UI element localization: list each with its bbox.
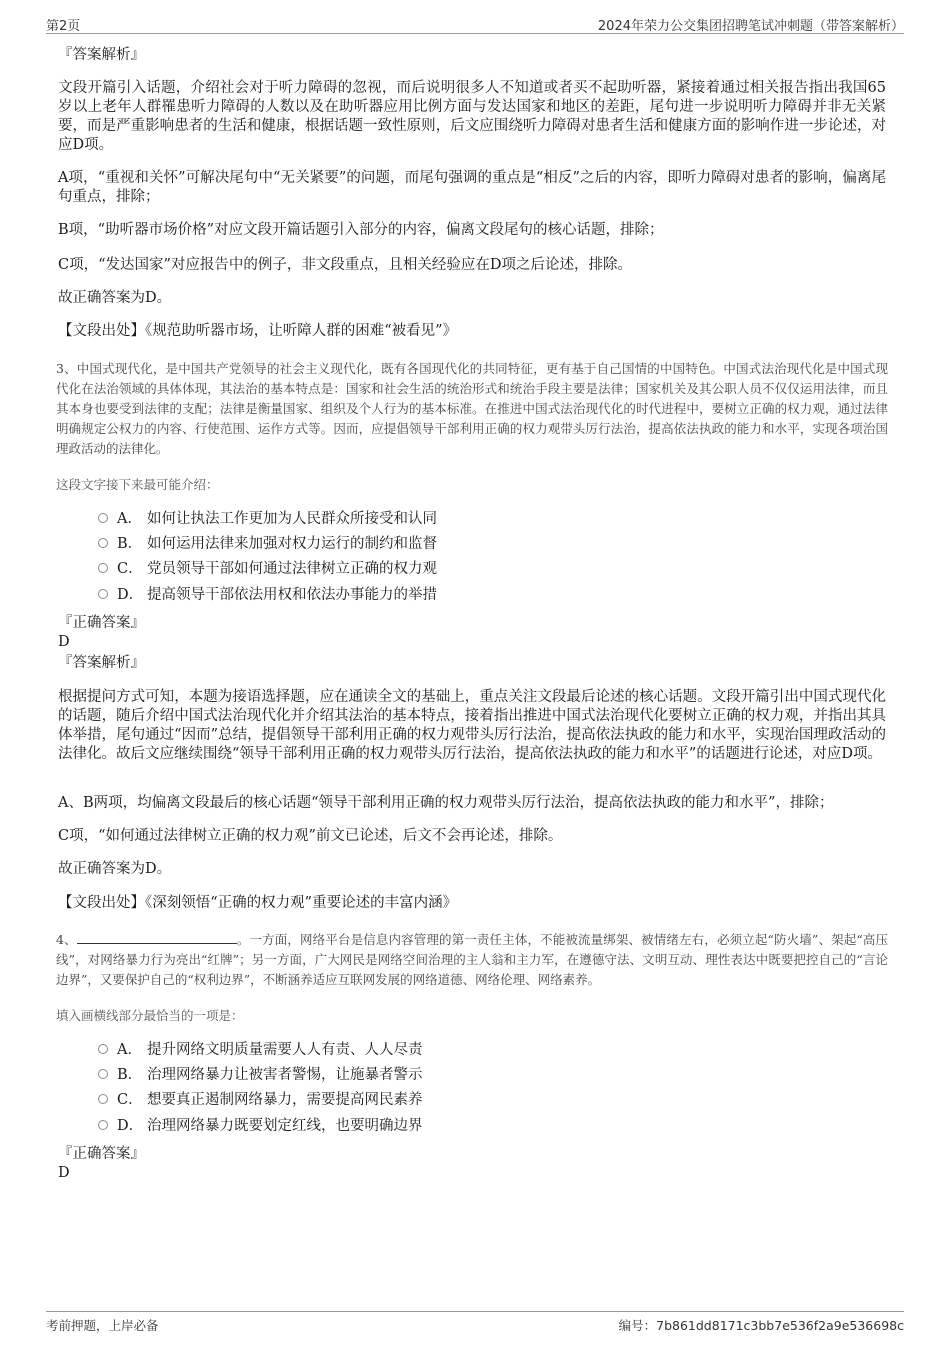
option-a[interactable]: A． 提升网络文明质量需要人人有责、人人尽责	[98, 1039, 423, 1061]
radio-icon[interactable]	[98, 1120, 108, 1130]
answer-value: D	[58, 634, 70, 650]
radio-icon[interactable]	[98, 1069, 108, 1079]
option-d[interactable]: D． 提高领导干部依法用权和依法办事能力的举措	[98, 584, 437, 606]
analysis-paragraph: 根据提问方式可知，本题为接语选择题，应在通读全文的基础上，重点关注文段最后论述的核心话题。文段开篇引出中国式现代化的话题，随后介绍中国式法治现代化并介绍其法治的基本特点，接着指出推进中国式法治现代化要树立正确的权力观，并指出其具体举措，尾句通过“因而”总结，提倡领导干部利用正确的权力观带头厉行法治，提高依法执政的能力和水平，实现治国理政活动的法律化。故后文应继续围绕“领导干部利用正确的权力观带头厉行法治，提高依法执政的能力和水平”的话题进行论述，对应D项。	[58, 689, 886, 762]
option-a[interactable]: A． 如何让执法工作更加为人民群众所接受和认同	[98, 508, 437, 530]
radio-icon[interactable]	[98, 538, 108, 548]
question-prompt: 填入画横线部分最恰当的一项是：	[56, 1008, 244, 1023]
option-d[interactable]: D． 治理网络暴力既要划定红线，也要明确边界	[98, 1115, 423, 1137]
radio-icon[interactable]	[98, 589, 108, 599]
question-stem: 4、 。一方面，网络平台是信息内容管理的第一责任主体，不能被流量绑架、被情绪左右，必须立起“防火墙”、架起“高压线”，对网络暴力行为亮出“红牌”；另一方面，广大网民是网络空间治理的主人翁和主力军，在遵德守法、文明互动、理性表达中既要把控自己的“言论边界”，又要保护自己的“权利边界”，不断涵养适应互联网发展的网络道德、网络伦理、网络素养。	[56, 932, 888, 987]
analysis-paragraph: C项，“发达国家”对应报告中的例子，非文段重点，且相关经验应在D项之后论述，排除。	[58, 257, 633, 273]
footer-slogan: 考前押题，上岸必备	[46, 1318, 159, 1333]
question-stem: 3、中国式现代化，是中国共产党领导的社会主义现代化，既有各国现代化的共同特征，更有基于自己国情的中国特色。中国式法治现代化是中国式现代化在法治领域的具体体现，其法治的基本特点是：国家和社会生活的统治形式和统治手段主要是法律；国家机关及其公职人员不仅仅运用法律，而且其本身也要受到法律的支配；法律是衡量国家、组织及个人行为的基本标准。在推进中国式法治现代化的时代进程中，要树立正确的权力观，通过法律明确规定公权力的内容、行使范围、运作方式等。因而，应提倡领导干部利用正确的权力观带头厉行法治，提高依法执政的能力和水平，实现各项治国理政活动的法律化。	[56, 361, 888, 456]
analysis-paragraph: 文段开篇引入话题，介绍社会对于听力障碍的忽视，而后说明很多人不知道或者买不起助听器，紧接着通过相关报告指出我国65岁以上老年人群罹患听力障碍的人数以及在助听器应用比例方面与发达国家和地区的差距，尾句进一步说明听力障碍并非无关紧要，而是严重影响患者的生活和健康，根据话题一致性原则，后文应围绕听力障碍对患者生活和健康方面的影响作进一步论述，对应D项。	[58, 80, 886, 153]
page-number: 第2页	[46, 19, 81, 34]
page-footer	[46, 1311, 904, 1336]
analysis-paragraph: B项，“助听器市场价格”对应文段开篇话题引入部分的内容，偏离文段尾句的核心话题，排除；	[58, 222, 664, 238]
radio-icon[interactable]	[98, 1094, 108, 1104]
analysis-label: 『答案解析』	[58, 655, 145, 671]
conclusion: 故正确答案为D。	[58, 290, 172, 306]
option-c[interactable]: C． 党员领导干部如何通过法律树立正确的权力观	[98, 558, 437, 580]
radio-icon[interactable]	[98, 513, 108, 523]
radio-icon[interactable]	[98, 1044, 108, 1054]
answer-value: D	[58, 1165, 70, 1181]
analysis-label: 『答案解析』	[58, 47, 145, 63]
source-citation: 【文段出处】《深刻领悟“正确的权力观”重要论述的丰富内涵》	[58, 895, 458, 911]
document-id: 编号：7b861dd8171c3bb7e536f2a9e536698c	[618, 1318, 904, 1333]
option-b[interactable]: B． 治理网络暴力让被害者警惕，让施暴者警示	[98, 1064, 423, 1086]
analysis-paragraph: C项，“如何通过法律树立正确的权力观”前文已论述，后文不会再论述，排除。	[58, 828, 563, 844]
document-title: 2024年荣力公交集团招聘笔试冲刺题（带答案解析）	[597, 19, 904, 34]
answer-label: 『正确答案』	[58, 1146, 145, 1162]
answer-label: 『正确答案』	[58, 615, 145, 631]
question-prompt: 这段文字接下来最可能介绍：	[56, 477, 219, 492]
fill-blank	[77, 931, 237, 944]
analysis-paragraph: A项，“重视和关怀”可解决尾句中“无关紧要”的问题，而尾句强调的重点是“相反”之后的内容，即听力障碍对患者的影响，偏离尾句重点，排除；	[58, 170, 886, 205]
radio-icon[interactable]	[98, 563, 108, 573]
analysis-paragraph: A、B两项，均偏离文段最后的核心话题“领导干部利用正确的权力观带头厉行法治，提高依法执政的能力和水平”，排除；	[58, 795, 834, 811]
option-b[interactable]: B． 如何运用法律来加强对权力运行的制约和监督	[98, 533, 437, 555]
source-citation: 【文段出处】《规范助听器市场，让听障人群的困难“被看见”》	[58, 323, 458, 339]
option-c[interactable]: C． 想要真正遏制网络暴力，需要提高网民素养	[98, 1089, 423, 1111]
conclusion: 故正确答案为D。	[58, 861, 172, 877]
page-header	[46, 12, 904, 34]
